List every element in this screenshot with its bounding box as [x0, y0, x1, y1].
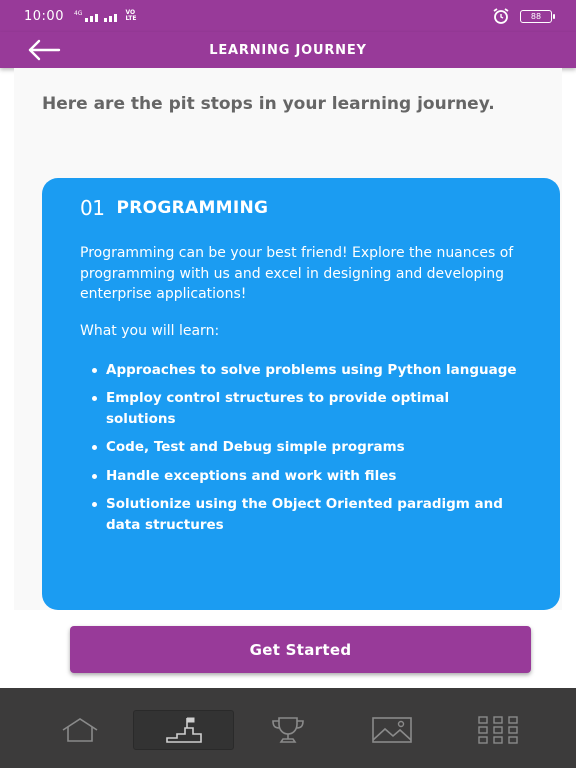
status-time: 10:00 — [24, 8, 64, 24]
nav-achievements[interactable] — [264, 710, 312, 750]
learn-label: What you will learn: — [80, 322, 220, 339]
alarm-clock-icon — [492, 8, 510, 24]
back-button[interactable] — [26, 36, 66, 64]
card-number: 01 — [80, 196, 105, 220]
nav-journey[interactable] — [133, 710, 234, 750]
journey-content[interactable] — [14, 68, 562, 610]
nav-home[interactable] — [56, 710, 104, 750]
arrow-left-icon — [26, 38, 62, 62]
image-icon — [371, 716, 413, 744]
list-item: Handle exceptions and work with files — [80, 466, 520, 487]
trophy-icon — [268, 716, 308, 744]
grid-icon — [477, 715, 519, 745]
card-header — [80, 196, 560, 220]
signal-icon — [74, 10, 137, 22]
list-item: Employ control structures to provide optimal solutions — [80, 388, 520, 429]
nav-more[interactable] — [472, 710, 524, 750]
battery-icon — [520, 10, 552, 23]
card-description: Programming can be your best friend! Explore the nuances of programming with us and excel in designing and developing enterprise applications! — [80, 245, 514, 302]
bottom-nav — [0, 688, 576, 768]
volte-icon: VO LTE — [125, 9, 137, 22]
status-bar — [0, 0, 576, 32]
intro-text: Here are the pit stops in your learning journey. — [42, 94, 495, 114]
get-started-button[interactable]: Get Started — [70, 626, 531, 673]
list-item: Code, Test and Debug simple programs — [80, 437, 520, 458]
list-item: Solutionize using the Object Oriented paradigm and data structures — [80, 494, 520, 535]
nav-gallery[interactable] — [368, 710, 416, 750]
stairs-flag-icon — [164, 716, 204, 744]
battery-level: 88 — [530, 11, 542, 21]
list-item: Approaches to solve problems using Python language — [80, 360, 520, 381]
learn-list — [80, 360, 520, 536]
home-icon — [60, 717, 100, 743]
page-title: LEARNING JOURNEY — [209, 42, 367, 58]
network-label: 4G — [73, 10, 83, 17]
card-title: PROGRAMMING — [116, 198, 269, 218]
programming-card — [42, 178, 560, 610]
app-bar — [0, 32, 576, 68]
